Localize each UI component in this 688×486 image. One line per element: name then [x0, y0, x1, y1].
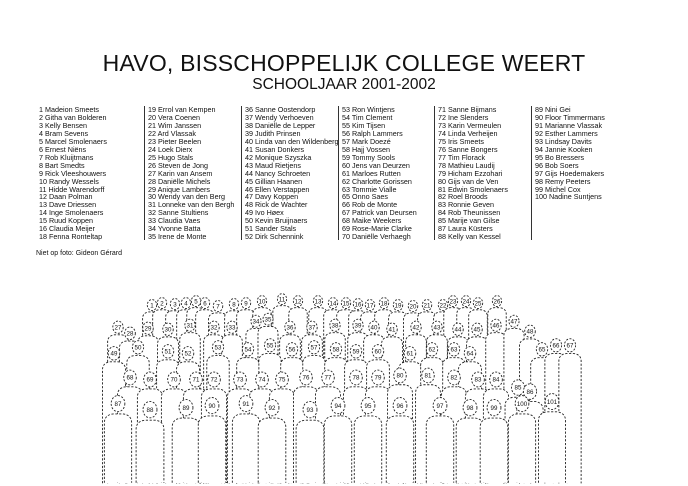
name-entry: 26 Steven de Jong [148, 160, 208, 170]
figure-number: 22 [439, 302, 447, 310]
figure-number: 33 [228, 324, 236, 332]
name-entry: 1 Madeion Smeets [39, 105, 99, 114]
name-entry: 4 Bram Sevens [39, 128, 89, 138]
name-entry: 58 Hajj Vossen [342, 144, 390, 154]
figure-number: 39 [354, 322, 362, 330]
name-entry: 22 Ard Vlassak [148, 128, 196, 138]
figure-number: 52 [184, 350, 192, 358]
figure-number: 18 [380, 300, 388, 308]
name-entry: 89 Nini Gei [535, 105, 571, 114]
figure-number: 45 [473, 326, 481, 334]
name-entry: 3 Kelly Bensen [39, 120, 87, 130]
name-entry: 70 Daniëlle Verhaegh [342, 232, 411, 242]
name-entry: 8 Bart Smedts [39, 160, 85, 170]
name-entry: 100 Nadine Suntjens [535, 192, 602, 202]
figure-number: 5 [194, 298, 198, 306]
figure-number: 41 [388, 326, 396, 334]
figure-number: 37 [308, 324, 316, 332]
figure-number: 25 [474, 300, 482, 308]
figure-number: 95 [364, 402, 372, 410]
figure-number: 96 [396, 402, 404, 410]
figure-number: 55 [266, 342, 274, 350]
silhouette-diagram [0, 290, 688, 486]
figure-number: 67 [566, 342, 574, 350]
name-entry: 67 Patrick van Deursen [342, 208, 417, 218]
name-entry: 6 Ernest Niëns [39, 144, 87, 154]
figure-number: 73 [236, 376, 244, 384]
name-column-5 [434, 106, 508, 240]
figure-number: 66 [552, 342, 560, 350]
figure-number: 40 [370, 324, 378, 332]
figure-number: 44 [454, 326, 462, 334]
name-entry: 71 Sanne Bijmans [438, 105, 497, 114]
figure-number: 21 [423, 302, 431, 310]
figure-number: 9 [244, 300, 248, 308]
figure-number: 27 [114, 324, 122, 332]
figure-number: 8 [232, 301, 236, 309]
name-entry: 63 Tommie Vialle [342, 184, 397, 194]
name-entry: 36 Sanne Oostendorp [245, 105, 316, 114]
name-entry: 52 Dirk Schennink [245, 232, 304, 242]
name-entry: 76 Sanne Bongers [438, 144, 498, 154]
figure-number: 50 [134, 344, 142, 352]
name-entry: 43 Maud Rietjens [245, 160, 301, 170]
name-entry: 69 Rose-Marie Clarke [342, 224, 412, 234]
name-entry: 37 Wendy Verhoeven [245, 112, 314, 122]
name-entry: 57 Mark Doezé [342, 136, 391, 146]
figure-number: 101 [546, 398, 558, 406]
name-entry: 92 Esther Lammers [535, 128, 598, 138]
name-entry: 42 Monique Szyszka [245, 152, 312, 162]
name-list [0, 106, 688, 241]
figure-number: 60 [374, 348, 382, 356]
name-entry: 65 Onno Saes [342, 192, 388, 202]
name-entry: 51 Sander Stals [245, 224, 297, 234]
figure-number: 36 [286, 324, 294, 332]
name-entry: 35 Irene de Monte [148, 232, 207, 242]
name-entry: 24 Loek Dierx [148, 144, 193, 154]
name-entry: 25 Hugo Stals [148, 152, 194, 162]
name-entry: 75 Iris Smeets [438, 136, 484, 146]
figure-number: 89 [182, 404, 190, 412]
name-entry: 68 Maike Weekers [342, 216, 402, 226]
name-entry: 48 Rick de Wachter [245, 200, 308, 210]
name-entry: 55 Kim Tijsen [342, 120, 386, 130]
figure-number: 43 [433, 324, 441, 332]
name-entry: 53 Ron Wintjens [342, 105, 395, 114]
figure-number: 80 [396, 372, 404, 380]
figure-number: 15 [342, 300, 350, 308]
figure-number: 91 [242, 400, 250, 408]
name-column-6 [531, 106, 605, 240]
figure-number: 34 [252, 318, 260, 326]
name-entry: 32 Sanne Stultiens [148, 208, 209, 218]
figure-number: 99 [490, 404, 498, 412]
name-entry: 74 Linda Verheijen [438, 128, 498, 138]
figure-number: 100 [516, 400, 528, 408]
figure-number: 51 [164, 348, 172, 356]
name-entry: 41 Susan Donkers [245, 144, 305, 154]
figure-number: 16 [354, 301, 362, 309]
figure-number: 31 [186, 322, 194, 330]
name-entry: 77 Tim Florack [438, 152, 486, 162]
figure-number: 2 [160, 300, 164, 308]
name-entry: 39 Judith Prinsen [245, 128, 301, 138]
figure-number: 87 [114, 400, 122, 408]
name-entry: 97 Gijs Hoedemakers [535, 168, 605, 178]
name-entry: 19 Errol van Kempen [148, 105, 216, 114]
figure-number: 13 [314, 298, 322, 306]
figure-number: 97 [436, 402, 444, 410]
figure-number: 20 [409, 303, 417, 311]
name-entry: 46 Ellen Verstappen [245, 184, 310, 194]
figure-number: 78 [352, 374, 360, 382]
figure-number: 74 [258, 376, 266, 384]
figure-number: 47 [510, 318, 518, 326]
figure-number: 72 [210, 376, 218, 384]
name-entry: 91 Marianne Vlassak [535, 120, 603, 130]
figure-number: 86 [526, 388, 534, 396]
document-subtitle: SCHOOLJAAR 2001-2002 [252, 76, 436, 93]
figure-number: 23 [449, 298, 457, 306]
figure-number: 83 [474, 376, 482, 384]
name-column-2 [144, 106, 234, 240]
figure-number: 10 [258, 298, 266, 306]
figure-number: 76 [302, 374, 310, 382]
name-entry: 45 Gillian Haanen [245, 176, 303, 186]
name-entry: 81 Edwin Smolenaers [438, 184, 508, 194]
figure-number: 77 [324, 374, 332, 382]
figure-number: 24 [462, 298, 470, 306]
figure-number: 53 [214, 344, 222, 352]
figure-number: 6 [203, 300, 207, 308]
name-entry: 16 Claudia Meijer [39, 224, 95, 234]
name-column-3 [241, 106, 339, 240]
name-entry: 66 Rob de Monte [342, 200, 398, 210]
figure-number: 46 [492, 322, 500, 330]
name-entry: 54 Tim Clement [342, 112, 393, 122]
name-entry: 98 Remy Peeters [535, 176, 591, 186]
figure-number: 68 [126, 374, 134, 382]
figure-number: 3 [173, 301, 177, 309]
figure-number: 71 [192, 376, 200, 384]
name-entry: 11 Hidde Warendorff [39, 184, 105, 194]
name-entry: 23 Pieter Beelen [148, 136, 202, 146]
figure-number: 4 [184, 300, 188, 308]
name-entry: 60 Jens van Deurzen [342, 160, 410, 170]
name-entry: 44 Nancy Schroeten [245, 168, 311, 178]
name-column-4 [338, 106, 417, 240]
figure-number: 64 [466, 350, 474, 358]
figure-number: 35 [264, 316, 272, 324]
group-photo-key [0, 290, 688, 486]
figure-number: 11 [278, 296, 286, 304]
name-column-1 [36, 106, 107, 240]
figure-number: 19 [394, 302, 402, 310]
name-entry: 27 Karin van Ansem [148, 168, 213, 178]
figure-number: 82 [450, 374, 458, 382]
figure-number: 29 [144, 325, 152, 333]
figure-number: 84 [492, 376, 500, 384]
name-entry: 28 Daniëlle Michels [148, 176, 211, 186]
figure-number: 38 [331, 322, 339, 330]
name-entry: 38 Daniëlle de Lepper [245, 120, 316, 130]
name-entry: 61 Marloes Rutten [342, 168, 401, 178]
figure-number: 54 [244, 346, 252, 354]
figure-number: 56 [288, 346, 296, 354]
figure-number: 90 [208, 402, 216, 410]
name-entry: 34 Yvonne Batta [148, 224, 201, 234]
figure-number: 88 [146, 406, 154, 414]
figure-number: 85 [514, 384, 522, 392]
figure-number: 17 [366, 302, 374, 310]
name-entry: 15 Ruud Koppen [39, 216, 93, 226]
name-entry: 59 Tommy Sools [342, 152, 395, 162]
name-entry: 88 Kelly van Kessel [438, 232, 501, 242]
name-entry: 73 Karin Vermeulen [438, 120, 502, 130]
figure-number: 65 [538, 346, 546, 354]
name-entry: 96 Bob Soers [535, 160, 579, 170]
name-entry: 20 Vera Coenen [148, 112, 200, 122]
name-entry: 31 Lonneke van den Bergh [148, 200, 235, 210]
figure-number: 61 [406, 350, 414, 358]
figure-number: 58 [332, 346, 340, 354]
name-entry: 2 Githa van Bolderen [39, 112, 107, 122]
name-entry: 72 Ine Slenders [438, 112, 489, 122]
name-entry: 62 Charlotte Gorissen [342, 176, 412, 186]
figure-number: 14 [329, 300, 337, 308]
name-entry: 84 Rob Theunissen [438, 208, 501, 218]
figure-number: 12 [294, 298, 302, 306]
name-entry: 50 Kevin Bruijnaers [245, 216, 308, 226]
figure-number: 42 [412, 324, 420, 332]
name-entry: 33 Claudia Vaes [148, 216, 201, 226]
name-entry: 30 Wendy van den Berg [148, 192, 225, 202]
figure-number: 75 [278, 376, 286, 384]
figure-number: 79 [374, 374, 382, 382]
name-entry: 18 Fenna Ronteltap [39, 232, 103, 242]
figure-number: 70 [170, 376, 178, 384]
name-entry: 83 Ronnie Geven [438, 200, 494, 210]
figure-number: 28 [126, 330, 134, 338]
figure-number: 30 [164, 326, 172, 334]
name-entry: 79 Hicham Ezzohari [438, 168, 503, 178]
name-entry: 56 Ralph Lammers [342, 128, 403, 138]
figure-number: 32 [210, 324, 218, 332]
name-entry: 93 Lindsay Davits [535, 136, 592, 146]
name-entry: 82 Roel Broods [438, 192, 488, 202]
photo-credit: Niet op foto: Gideon Gérard [36, 250, 122, 257]
name-entry: 40 Linda van den Wildenberg [245, 136, 339, 146]
name-entry: 99 Michel Cox [535, 184, 581, 194]
name-entry: 5 Marcel Smolenaers [39, 136, 107, 146]
figure-number: 63 [450, 346, 458, 354]
figure-number: 59 [352, 348, 360, 356]
figure-number: 69 [146, 376, 154, 384]
name-entry: 78 Mathieu Laudij [438, 160, 495, 170]
figure-number: 92 [268, 404, 276, 412]
name-entry: 95 Bo Bressers [535, 152, 585, 162]
figure-number: 7 [216, 303, 220, 311]
name-entry: 9 Rick Vleeshouwers [39, 168, 107, 178]
name-entry: 90 Floor Timmermans [535, 112, 605, 122]
figure-number: 94 [334, 402, 342, 410]
figure-number: 26 [493, 298, 501, 306]
name-entry: 47 Davy Koppen [245, 192, 299, 202]
name-entry: 14 Inge Smolenaers [39, 208, 104, 218]
figure-number: 57 [310, 344, 318, 352]
name-entry: 85 Marije van Gilse [438, 216, 500, 226]
name-entry: 87 Laura Küsters [438, 224, 493, 234]
name-entry: 7 Rob Kluijtmans [39, 152, 94, 162]
figure-number: 98 [466, 404, 474, 412]
figure-number: 49 [110, 350, 118, 358]
figure-number: 93 [306, 406, 314, 414]
figure-number: 1 [150, 302, 154, 310]
name-entry: 12 Daan Polman [39, 192, 93, 202]
name-entry: 10 Randy Wessels [39, 176, 99, 186]
figure-number: 81 [424, 372, 432, 380]
figure-number: 62 [428, 346, 436, 354]
name-entry: 13 Dave Driessen [39, 200, 97, 210]
name-entry: 94 Jannie Kooken [535, 144, 593, 154]
name-entry: 49 Ivo Høex [245, 208, 284, 218]
name-entry: 29 Anique Lambers [148, 184, 210, 194]
name-entry: 21 Wim Janssen [148, 120, 202, 130]
document-title: HAVO, BISSCHOPPELIJK COLLEGE WEERT [102, 50, 586, 76]
figure-number: 48 [526, 328, 534, 336]
name-entry: 80 Gijs van de Ven [438, 176, 499, 186]
